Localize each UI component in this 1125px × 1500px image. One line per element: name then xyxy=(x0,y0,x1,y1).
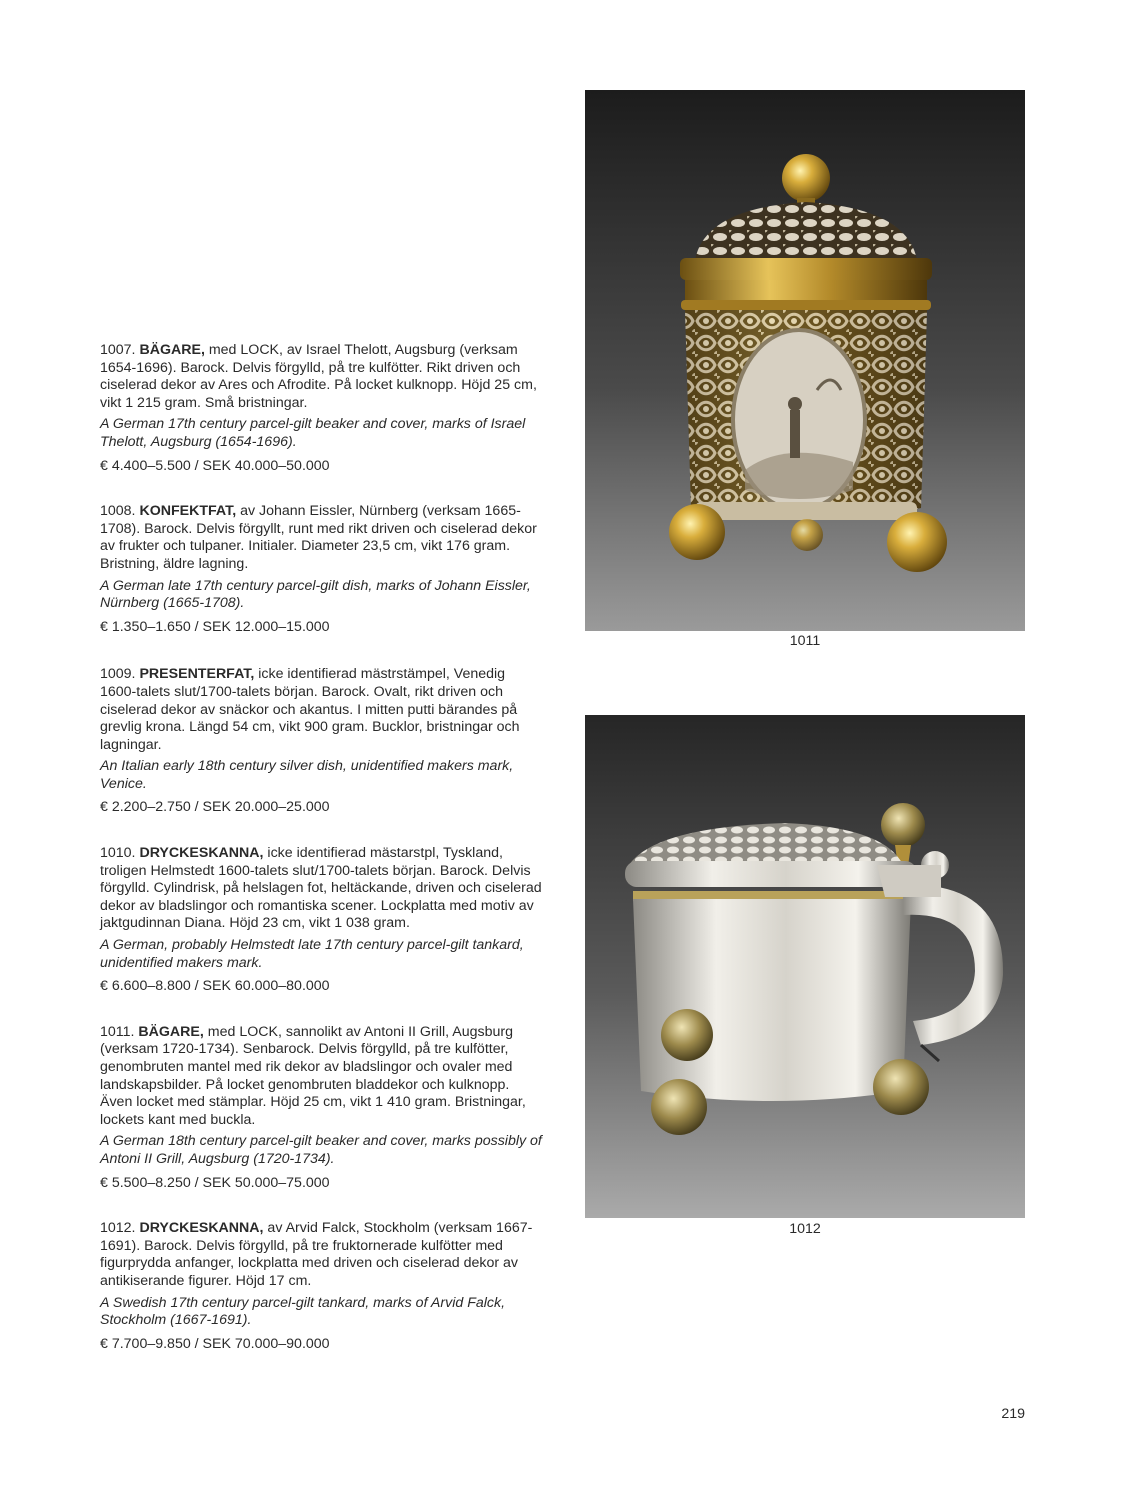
lot-swedish-text xyxy=(100,1024,545,1130)
lot-1011 xyxy=(100,1024,545,1192)
lot-swedish-text xyxy=(100,666,545,754)
lot-title: DRYCKESKANNA, xyxy=(139,845,264,862)
lot-english: A German late 17th century parcel-gilt dish, marks of Johann Eissler, Nürnberg (1665-1708). xyxy=(100,577,531,612)
beaker-illustration xyxy=(585,90,1025,631)
lot-number: 1007. xyxy=(100,342,136,358)
photo-beaker-1011 xyxy=(585,90,1025,631)
lot-english: A German 18th century parcel-gilt beaker and cover, marks possibly of Antoni II Grill, Augsburg (1720-1734). xyxy=(100,1133,542,1167)
lot-number: 1009. xyxy=(100,666,136,683)
lot-swedish-text xyxy=(100,845,545,933)
lot-price: € 4.400–5.500 / SEK 40.000–50.000 xyxy=(100,457,330,474)
lot-description: med LOCK, sannolikt av Antoni II Grill, Augsburg (verksam 1720-1734). Senbarock. Delvis förgylld, på tre kulfötter, genombruten mantel med rik dekor av bladslingor och ovaler med landskapsbilder. På locket genombruten bladdekor och kulknopp. Även locket med stämplar. Höjd 25 cm, vikt 1 410 gram. Bristningar, lockets kant med buckla. xyxy=(100,1023,526,1128)
photo-tankard-1012 xyxy=(585,715,1025,1218)
lot-swedish-text xyxy=(100,1220,545,1290)
lot-swedish-text xyxy=(100,342,545,412)
lot-title: DRYCKESKANNA, xyxy=(139,1220,264,1237)
lot-1007 xyxy=(100,342,545,475)
lot-1009 xyxy=(100,666,545,817)
lot-price: € 6.600–8.800 / SEK 60.000–80.000 xyxy=(100,978,330,995)
lot-number: 1008. xyxy=(100,503,136,520)
lot-english: A Swedish 17th century parcel-gilt tankard, marks of Arvid Falck, Stockholm (1667-1691). xyxy=(100,1294,506,1329)
lot-1010 xyxy=(100,845,545,996)
lot-swedish-text xyxy=(100,503,545,573)
lot-title: KONFEKTFAT, xyxy=(139,503,237,520)
lot-price: € 7.700–9.850 / SEK 70.000–90.000 xyxy=(100,1335,330,1352)
lot-title: PRESENTERFAT, xyxy=(139,666,255,683)
lot-english: A German, probably Helmstedt late 17th century parcel-gilt tankard, unidentified makers mark. xyxy=(100,937,524,971)
lot-1008 xyxy=(100,503,545,636)
lot-description: av Johann Eissler, Nürnberg (verksam 1665-1708). Barock. Delvis förgyllt, runt med rikt driven och ciselerad dekor av frukter och tulpaner. Initialer. Diameter 23,5 cm, vikt 176 gram. Bristning, äldre lagning. xyxy=(100,503,537,572)
lot-description: icke identifierad mästrstämpel, Venedig 1600-talets slut/1700-talets början. Barock. Ovalt, rikt driven och ciselerad dekor av snäckor och akantus. I mitten putti bärandes på grevlig krona. Längd 54 cm, vikt 900 gram. Bucklor, bristningar och lagningar. xyxy=(100,666,520,753)
lot-description: med LOCK, av Israel Thelott, Augsburg (verksam 1654-1696). Barock. Delvis förgylld, på tre kulfötter. Rikt driven och ciselerad dekor av Ares och Afrodite. På locket kulknopp. Höjd 25 cm, vikt 1 215 gram. Små bristningar. xyxy=(100,342,537,411)
lot-1012 xyxy=(100,1220,545,1353)
lot-title: BÄGARE, xyxy=(138,1023,204,1040)
lot-number: 1010. xyxy=(100,845,136,862)
lot-english: An Italian early 18th century silver dish, unidentified makers mark, Venice. xyxy=(100,758,514,792)
lot-number: 1011. xyxy=(100,1023,135,1040)
lot-price: € 5.500–8.250 / SEK 50.000–75.000 xyxy=(100,1174,330,1191)
lot-price: € 1.350–1.650 / SEK 12.000–15.000 xyxy=(100,618,330,635)
lot-list xyxy=(100,342,545,1353)
lot-description: icke identifierad mästarstpl, Tyskland, troligen Helmstedt 1600-talets slut/1700-talets början. Barock. Delvis förgylld. Cylindrisk, på helslagen fot, heltäckande, driven och ciselerad dekor av bladslingor och romantiska scener. Lockplatta med motiv av jaktgudinnan Diana. Höjd 23 cm, vikt 1 038 gram. xyxy=(100,845,542,932)
photo-caption-1012: 1012 xyxy=(789,1221,821,1237)
tankard-illustration xyxy=(585,715,1025,1218)
photo-caption-1011: 1011 xyxy=(789,633,821,649)
lot-price: € 2.200–2.750 / SEK 20.000–25.000 xyxy=(100,799,330,816)
lot-title: BÄGARE, xyxy=(139,342,205,358)
page-number: 219 xyxy=(1001,1406,1025,1422)
lot-description: av Arvid Falck, Stockholm (verksam 1667-1691). Barock. Delvis förgylld, på tre fruktornerade kulfötter med figurprydda anfanger, lockplatta med driven och ciselerad dekor av antikiserande figurer. Höjd 17 cm. xyxy=(100,1220,533,1289)
lot-number: 1012. xyxy=(100,1220,136,1237)
lot-english: A German 17th century parcel-gilt beaker and cover, marks of Israel Thelott, Augsburg (1654-1696). xyxy=(100,416,526,450)
